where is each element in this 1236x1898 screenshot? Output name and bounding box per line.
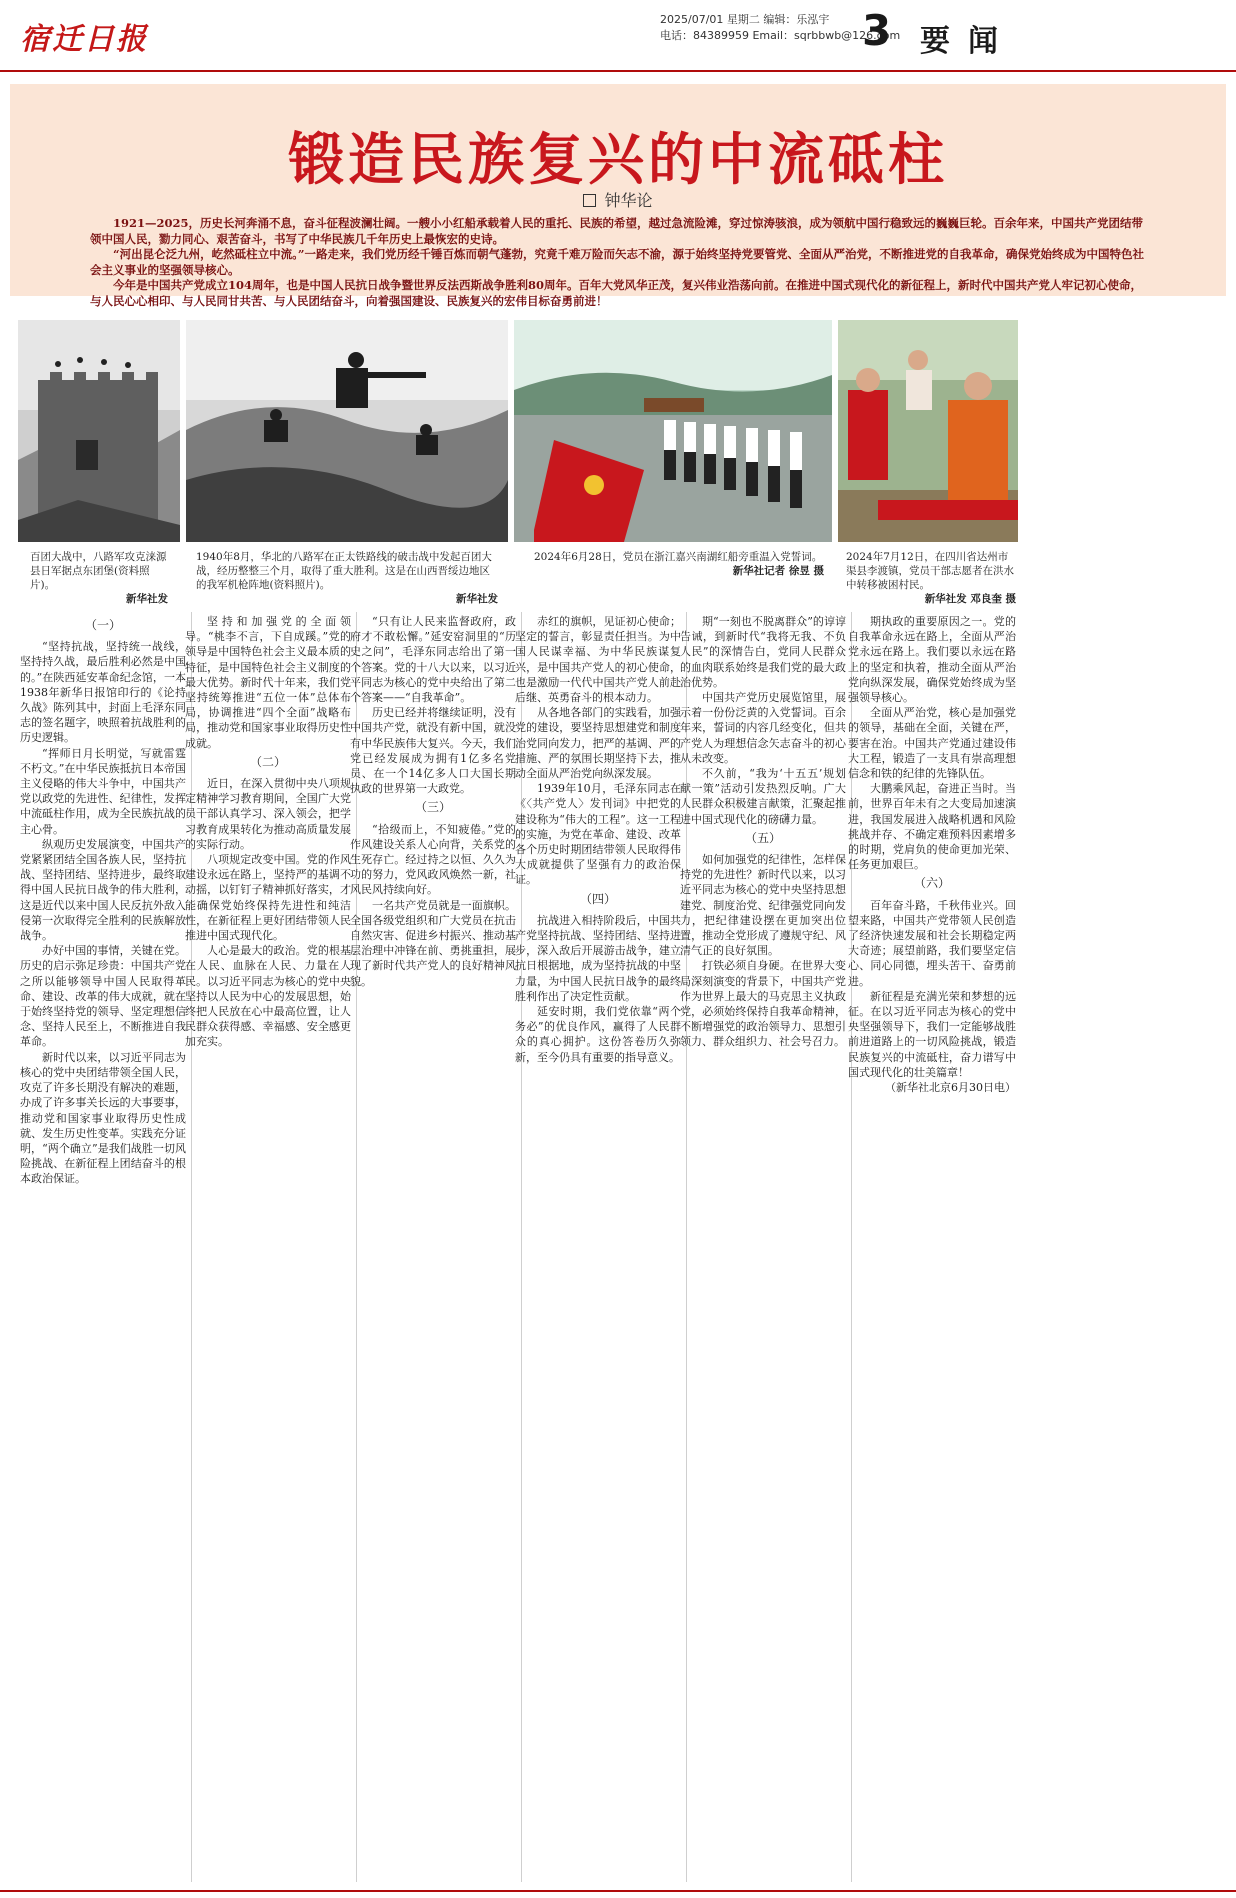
article-paragraph: 中国共产党历史展览馆里，展示着一份份泛黄的入党誓词。百余年来，誓词的内容几经变化，但共产党人为理想信念矢志奋斗的初心从未改变。 — [680, 691, 846, 765]
photo-caption — [846, 550, 1016, 606]
article-paragraph: 期执政的重要原因之一。党的自我革命永远在路上，全面从严治党永远在路上。我们要以永远在路上的坚定和执着，推动全面从严治党向纵深发展，确保党始终成为坚强领导核心。 — [848, 615, 1016, 705]
article-paragraph: 坚持和加强党的全面领导。“桃李不言，下自成蹊。”党的领导是中国特色社会主义最本质的特征，是中国特色社会主义制度的最大优势。新时代十年来，我们党坚持统筹推进“五位一体”总体布局，协调推进“四个全面”战略布局，推动党和国家事业取得历史性成就。 — [185, 615, 351, 750]
caption-text: 2024年6月28日，党员在浙江嘉兴南湖红船旁重温入党誓词。 — [534, 551, 823, 563]
photo-battlefield — [186, 320, 508, 542]
article-column-1 — [20, 614, 186, 1882]
section-heading: （四） — [579, 891, 616, 906]
article-paragraph: 期“一刻也不脱离群众”的谆谆告诫，到新时代“我将无我、不负人民”的深情告白，党同人民群众的血肉联系始终是我们党的最大政治优势。 — [680, 615, 846, 689]
page-number: 3 — [862, 6, 892, 55]
article-paragraph: 大鹏乘风起，奋进正当时。当前，世界百年未有之大变局加速演进，我国发展进入战略机遇和风险挑战并存、不确定难预料因素增多的时期，党肩负的使命更加光荣、任务更加艰巨。 — [848, 782, 1016, 872]
article-paragraph: 赤红的旗帜，见证初心使命；坚定的誓言，彰显责任担当。为中国人民谋幸福、为中华民族谋复兴，是中国共产党人的初心使命，也是激励一代代中国共产党人前赴后继、英勇奋斗的根本动力。 — [515, 615, 681, 705]
section-heading: （二） — [249, 754, 286, 769]
section-heading: （一） — [84, 618, 121, 632]
caption-credit: 新华社记者 徐昱 摄 — [732, 565, 824, 577]
caption-text: 1940年8月，华北的八路军在正太铁路线的破击战中发起百团大战，经历整整三个月，取得了重大胜利。这是在山西晋绥边地区的我军机枪阵地(资料照片)。 — [196, 551, 492, 591]
article-column-3 — [350, 614, 516, 1882]
article-paragraph: 全面从严治党，核心是加强党的领导，基础在全面，关键在严，要害在治。中国共产党通过建设伟大工程，锻造了一支具有崇高理想信念和铁的纪律的先锋队伍。 — [848, 706, 1016, 781]
lead-paragraph: “河出昆仑泛九州，屹然砥柱立中流。”一路走来，我们党历经千锤百炼而朝气蓬勃，究竟千难万险而矢志不渝，源于始终坚持党要管党、全面从严治党，不断推进党的自我革命，确保党始终成为中国特色社会主义事业的坚强领导核心。 — [90, 247, 1144, 277]
byline-author: 钟华论 — [604, 191, 653, 210]
article-paragraph: 历史已经并将继续证明，没有中国共产党，就没有新中国，就没有中华民族伟大复兴。今天，我们党已经发展成为拥有1亿多名党员、在一个14亿多人口大国长期执政的世界第一大政党。 — [350, 706, 516, 796]
article-paragraph: 延安时期，我们党依靠“两个务必”的优良作风，赢得了人民群众的真心拥护。这份答卷历久弥新，至今仍具有重要的指导意义。 — [515, 1005, 681, 1064]
section-heading: （三） — [414, 800, 451, 815]
article-paragraph: 如何加强党的纪律性，怎样保持党的先进性？新时代以来，以习近平同志为核心的党中央坚持思想建党、制度治党、纪律强党同向发力，把纪律建设摆在更加突出位置，推动全党形成了遵规守纪、风清气正的良好氛围。 — [680, 853, 846, 958]
article-paragraph: 从各地各部门的实践看，加强党的建设，要坚持思想建党和制度治党同向发力，把严的基调、严的措施、严的氛围长期坚持下去，推动全面从严治党向纵深发展。 — [515, 706, 681, 781]
article-paragraph: 打铁必须自身硬。在世界大变局深刻演变的背景下，中国共产党作为世界上最大的马克思主义执政党，必须始终保持自我革命精神，不断增强党的政治领导力、思想引领力、群众组织力、社会号召力。 — [680, 959, 846, 1049]
article-column-5 — [680, 614, 846, 1882]
photo-caption — [196, 550, 498, 606]
section-heading: （六） — [913, 876, 950, 891]
article-paragraph: 八项规定改变中国。党的作风建设永远在路上，坚持严的基调不动摇，以钉钉子精神抓好落实，才能确保党始终保持先进性和纯洁性，在新征程上更好团结带领人民推进中国式现代化。 — [185, 853, 351, 943]
article-paragraph: 不久前，“我为‘十五五’规划献一策”活动引发热烈反响。广大人民群众积极建言献策，汇聚起推进中国式现代化的磅礴力量。 — [680, 767, 846, 826]
lead-paragraph: 今年是中国共产党成立104周年，也是中国人民抗日战争暨世界反法西斯战争胜利80周年。百年大党风华正茂，复兴伟业浩荡向前。在推进中国式现代化的新征程上，新时代中国共产党人牢记初心使命，与人民心心相印、与人民同甘共苦、与人民团结奋斗，向着强国建设、民族复兴的宏伟目标奋勇前进！ — [90, 278, 1142, 308]
photo-caption — [30, 550, 168, 606]
article-paragraph: “挥师日月长明觉，写就雷霆不朽文。”在中华民族抵抗日本帝国主义侵略的伟大斗争中，中国共产党以政党的先进性、纪律性，发挥中流砥柱作用，成为全民族抗战的主心骨。 — [20, 746, 186, 836]
article-column-6 — [848, 614, 1016, 1882]
byline — [10, 188, 1226, 211]
caption-text: 2024年7月12日，在四川省达州市渠县李渡镇，党员干部志愿者在洪水中转移被困村民。 — [846, 551, 1014, 591]
article-paragraph: “拾级而上，不知疲倦。”党的作风建设关系人心向背，关系党的生死存亡。经过持之以恒、久久为功的努力，党风政风焕然一新，社风民风持续向好。 — [350, 822, 516, 897]
article-paragraph: “坚持抗战，坚持统一战线，坚持持久战，最后胜利必然是中国的。”在陕西延安革命纪念馆，一本1938年新华日报馆印行的《论持久战》陈列其中，封面上毛泽东同志的签名题字，映照着抗战胜利的历史逻辑。 — [20, 640, 186, 745]
byline-square-icon — [583, 194, 596, 207]
article-paragraph: 新征程是充满光荣和梦想的远征。在以习近平同志为核心的党中央坚强领导下，我们一定能够战胜前进道路上的一切风险挑战，锻造民族复兴的中流砥柱，奋力谱写中国式现代化的壮美篇章！ — [848, 989, 1016, 1079]
article-column-2 — [185, 614, 351, 1882]
article-paragraph: 人心是最大的政治。党的根基在人民、血脉在人民、力量在人民。以习近平同志为核心的党中央坚持以人民为中心的发展思想，始终把人民放在心中最高位置，让人民群众获得感、幸福感、安全感更加充实。 — [185, 944, 351, 1049]
caption-text: 百团大战中，八路军攻克涞源县日军据点东团堡(资料照片)。 — [30, 551, 167, 591]
caption-credit: 新华社发 — [456, 593, 498, 605]
section-heading: （五） — [744, 830, 781, 845]
photo-flood-rescue — [838, 320, 1018, 542]
photo-caption — [534, 550, 824, 578]
contact-line: 电话：84389959 Email：sqrbbwb@126.com — [660, 29, 901, 42]
photo-great-wall — [18, 320, 180, 542]
article-paragraph: 近日，在深入贯彻中央八项规定精神学习教育期间，全国广大党员干部认真学习、深入领会，把学习教育成果转化为推动高质量发展的实际行动。 — [185, 777, 351, 851]
page-bottom-rule — [0, 1890, 1236, 1892]
article-paragraph: 新时代以来，以习近平同志为核心的党中央团结带领全国人民，攻克了许多长期没有解决的难题，办成了许多事关长远的大事要事，推动党和国家事业取得历史性成就、发生历史性变革。实践充分证明，“两个确立”是我们战胜一切风险挑战、在新征程上团结奋斗的根本政治保证。 — [20, 1050, 186, 1186]
article-paragraph: 百年奋斗路，千秋伟业兴。回望来路，中国共产党带领人民创造了经济快速发展和社会长期稳定两大奇迹；展望前路，我们要坚定信心、同心同德，埋头苦干、奋勇前进。 — [848, 898, 1016, 988]
newspaper-logo: 宿迁日报 — [20, 22, 148, 57]
masthead — [0, 0, 1236, 72]
article-paragraph: 纵观历史发展演变，中国共产党紧紧团结全国各族人民，坚持抗战、坚持团结、坚持进步，最终取得中国人民抗日战争的伟大胜利，这是近代以来中国人民反抗外敌入侵第一次取得完全胜利的民族解放战争。 — [20, 837, 186, 943]
article-paragraph: 抗战进入相持阶段后，中国共产党坚持抗战、坚持团结、坚持进步，深入敌后开展游击战争，建立抗日根据地，成为坚持抗战的中坚力量，为中国人民抗日战争的最终胜利作出了决定性贡献。 — [515, 913, 681, 1003]
page-headline: 锻造民族复兴的中流砥柱 — [288, 128, 948, 193]
caption-credit: 新华社发 — [126, 593, 168, 605]
article-paragraph: “只有让人民来监督政府，政府才不敢松懈。”延安窑洞里的“历史之问”，毛泽东同志给出了第一个答案。党的十八大以来，以习近平同志为核心的党中央给出了第二个答案——“自我革命”。 — [350, 615, 516, 705]
lead-paragraph: 1921—2025，历史长河奔涌不息，奋斗征程波澜壮阔。一艘小小红船承载着人民的重托、民族的希望，越过急流险滩，穿过惊涛骇浪，成为领航中国行稳致远的巍巍巨轮。百余年来，中国共产党团结带领中国人民，勠力同心、艰苦奋斗，书写了中华民族几千年历史上最恢宏的史诗。 — [90, 216, 1144, 246]
lead-paragraphs — [90, 216, 1150, 309]
section-title: 要闻 — [920, 24, 1016, 59]
photo-party-oath — [514, 320, 832, 542]
article-paragraph: 一名共产党员就是一面旗帜。全国各级党组织和广大党员在抗击自然灾害、促进乡村振兴、推动基层治理中冲锋在前、勇挑重担，展现了新时代共产党人的良好精神风貌。 — [350, 898, 516, 988]
caption-credit: 新华社发 邓良奎 摄 — [924, 593, 1016, 605]
article-column-4 — [515, 614, 681, 1882]
article-footer: （新华社北京6月30日电） — [885, 1081, 1016, 1095]
article-paragraph: 办好中国的事情，关键在党。历史的启示弥足珍贵：中国共产党之所以能够领导中国人民取得革命、建设、改革的伟大成就，就在于始终坚持党的领导、坚定理想信念、坚持人民至上，不断推进自我革命。 — [20, 944, 186, 1049]
article-paragraph: 1939年10月，毛泽东同志在《〈共产党人〉发刊词》中把党的建设称为“伟大的工程”。这一工程的实施，为党在革命、建设、改革各个历史时期团结带领人民取得伟大成就提供了坚强有力的政治保证。 — [515, 782, 681, 887]
date-line: 2025/07/01 星期二 编辑：乐泓宇 — [660, 13, 830, 26]
headline-band — [10, 84, 1226, 308]
